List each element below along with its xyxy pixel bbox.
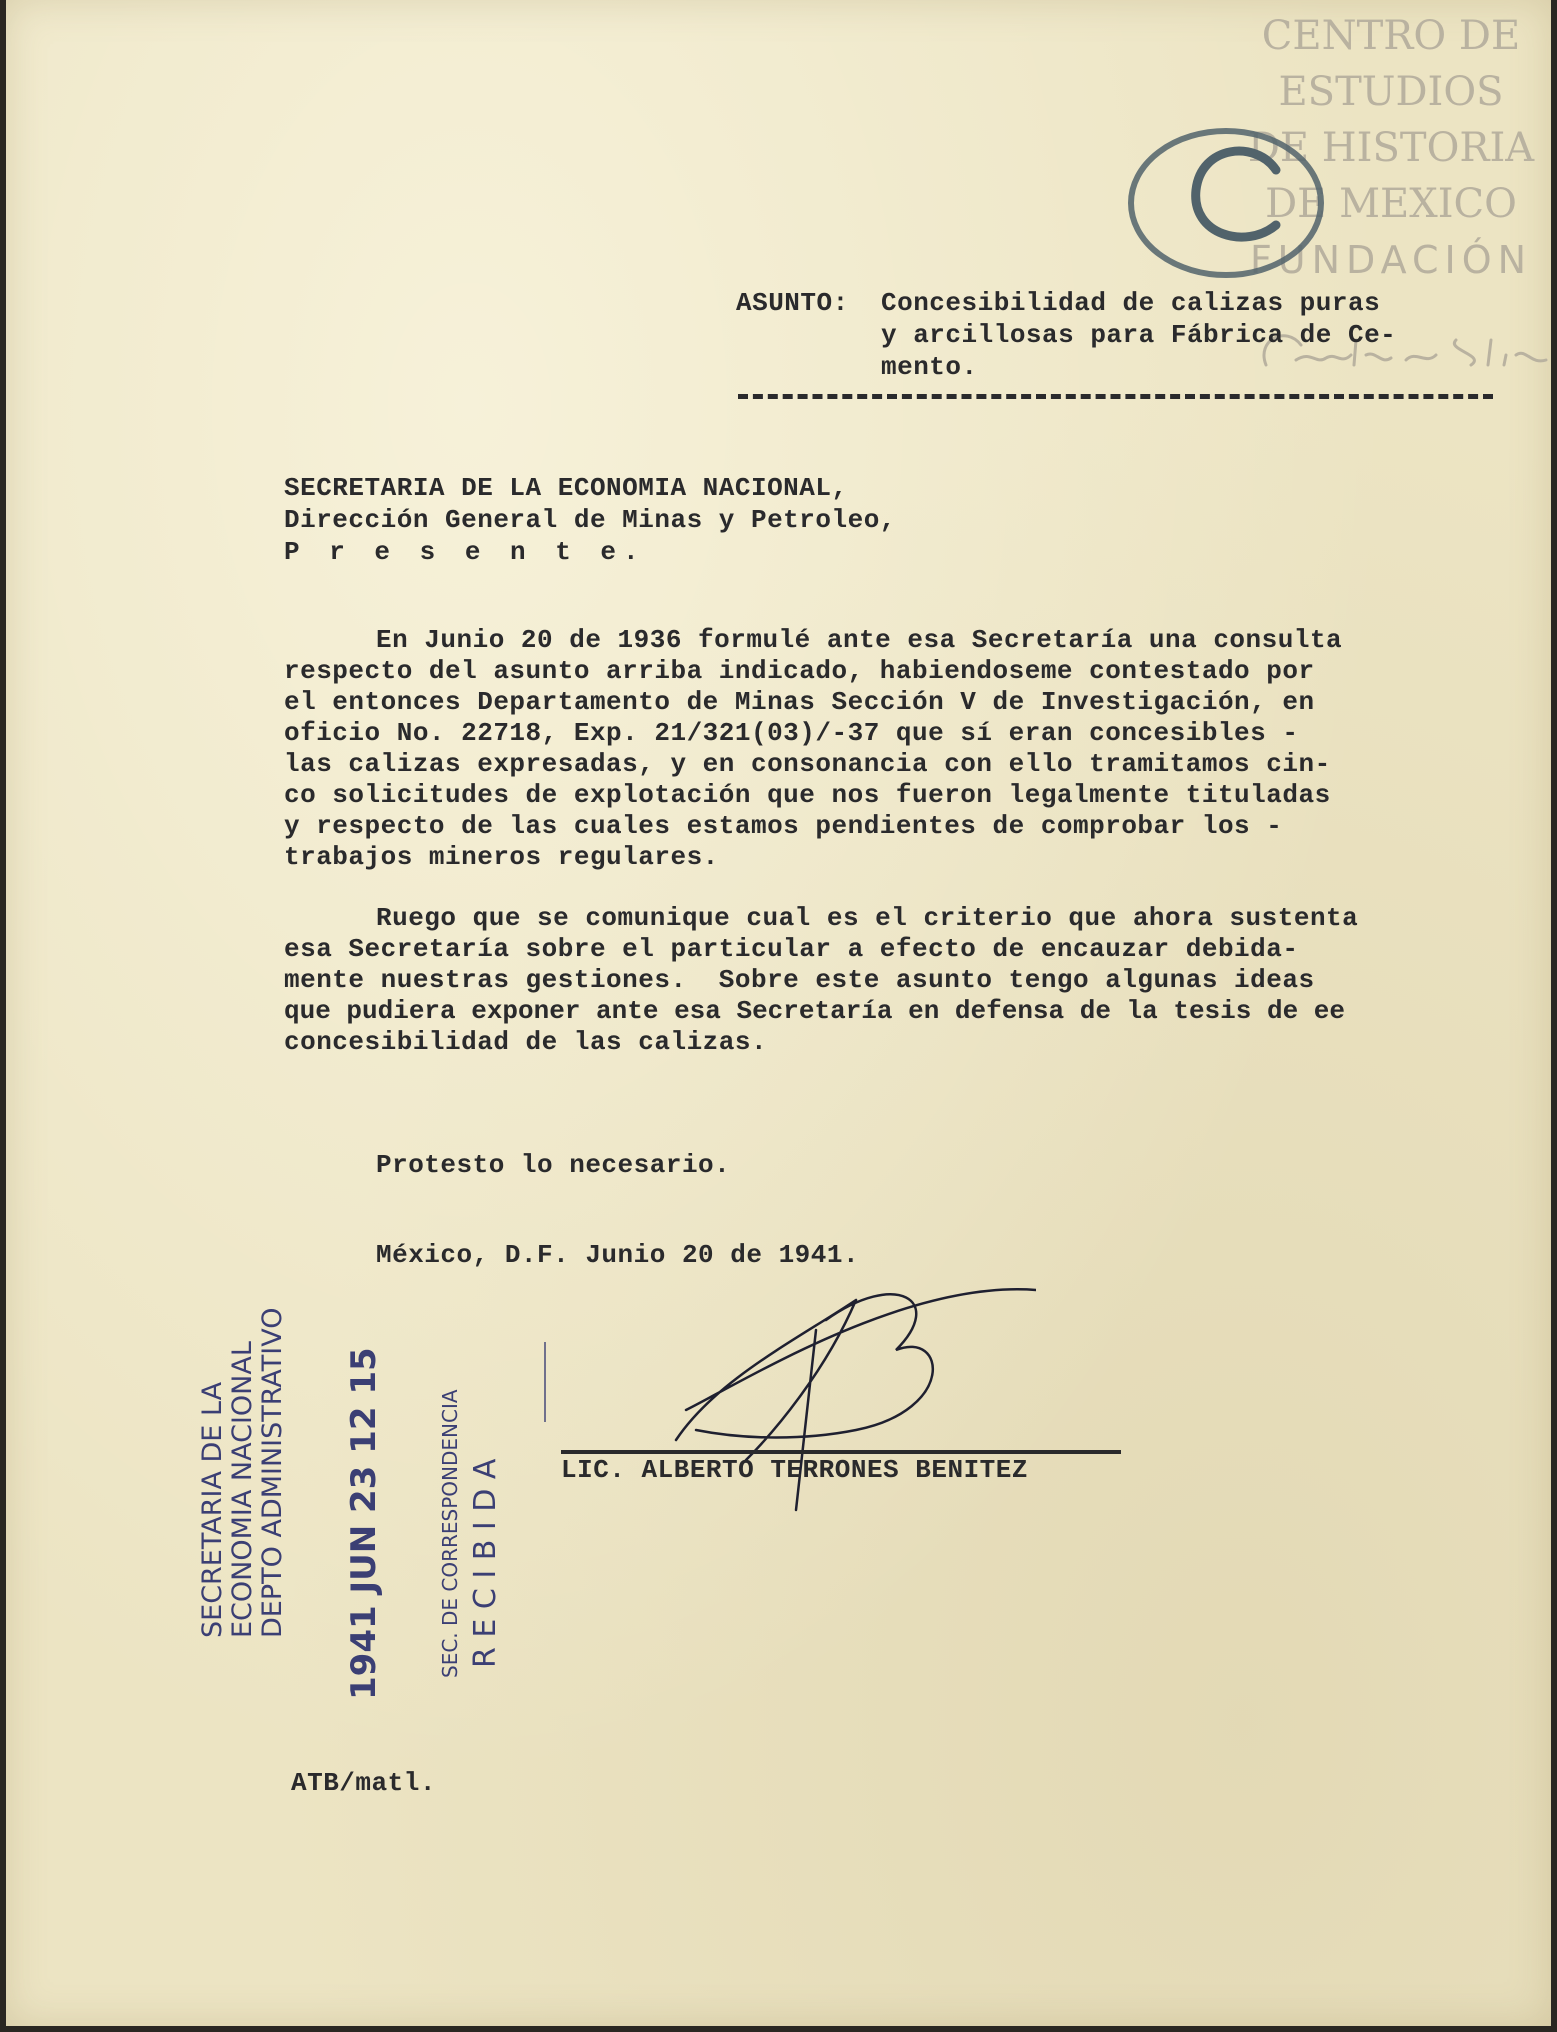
body-line: oficio No. 22718, Exp. 21/321(03)/-37 que sí eran concesibles - xyxy=(284,718,1299,748)
body-line: co solicitudes de explotación que nos fueron legalmente tituladas xyxy=(284,780,1331,810)
body-line: esa Secretaría sobre el particular a efecto de encauzar debida- xyxy=(284,934,1299,964)
stamp-line: ECONOMIA NACIONAL xyxy=(227,1341,258,1638)
stamp-dept xyxy=(198,1307,288,1638)
stamp-date: 1941 JUN 23 12 15 xyxy=(344,1347,384,1700)
body-line: En Junio 20 de 1936 formulé ante esa Secretaría una consulta xyxy=(376,625,1343,655)
body-line: el entonces Departamento de Minas Sección V de Investigación, en xyxy=(284,687,1315,717)
body-line: mente nuestras gestiones. Sobre este asunto tengo algunas ideas xyxy=(284,965,1315,995)
signatory-name: LIC. ALBERTO TERRONES BENITEZ xyxy=(561,1455,1028,1485)
address-line: SECRETARIA DE LA ECONOMIA NACIONAL, xyxy=(284,473,848,503)
stamp-received: R E C I B I D A xyxy=(468,1458,503,1668)
body-line: trabajos mineros regulares. xyxy=(284,842,719,872)
address-line: Dirección General de Minas y Petroleo, xyxy=(284,505,896,535)
pencil-circled-mark xyxy=(1116,115,1346,295)
stamp-line: DEPTO ADMINISTRATIVO xyxy=(257,1307,288,1638)
subject-line: y arcillosas para Fábrica de Ce- xyxy=(881,320,1397,350)
watermark-line: DE MEXICO xyxy=(1265,181,1517,227)
body-line: respecto del asunto arriba indicado, habiendoseme contestado por xyxy=(284,656,1315,686)
closing-protest: Protesto lo necesario. xyxy=(376,1150,731,1180)
subject-line: mento. xyxy=(881,352,978,382)
watermark-line: ESTUDIOS xyxy=(1278,69,1504,115)
body-line: concesibilidad de las calizas. xyxy=(284,1027,768,1057)
watermark-line: CENTRO DE xyxy=(1261,13,1521,59)
watermark-line: DE HISTORIA xyxy=(1247,125,1535,171)
stamp-divider xyxy=(544,1342,546,1422)
body-line: y respecto de las cuales estamos pendientes de comprobar los - xyxy=(284,811,1283,841)
closing-place-date: México, D.F. Junio 20 de 1941. xyxy=(376,1240,860,1270)
body-line: Ruego que se comunique cual es el criterio que ahora sustenta xyxy=(376,903,1359,933)
subject-label: ASUNTO: xyxy=(736,288,849,318)
letter-page xyxy=(6,0,1551,2026)
subject-dashed-rule xyxy=(738,394,1493,399)
signature-line xyxy=(561,1450,1121,1454)
body-line: las calizas expresadas, y en consonancia con ello tramitamos cin- xyxy=(284,749,1331,779)
watermark-line: FUNDACIÓN xyxy=(1249,238,1533,282)
address-line: P r e s e n t e. xyxy=(284,537,646,567)
typist-initials: ATB/matl. xyxy=(291,1768,436,1798)
subject-line: Concesibilidad de calizas puras xyxy=(881,288,1381,318)
stamp-line: SECRETARIA DE LA xyxy=(197,1381,228,1638)
body-line: que pudiera exponer ante esa Secretaría en defensa de la tesis de ee xyxy=(284,996,1345,1026)
stamp-sec: SEC. DE CORRESPONDENCIA xyxy=(438,1389,462,1678)
